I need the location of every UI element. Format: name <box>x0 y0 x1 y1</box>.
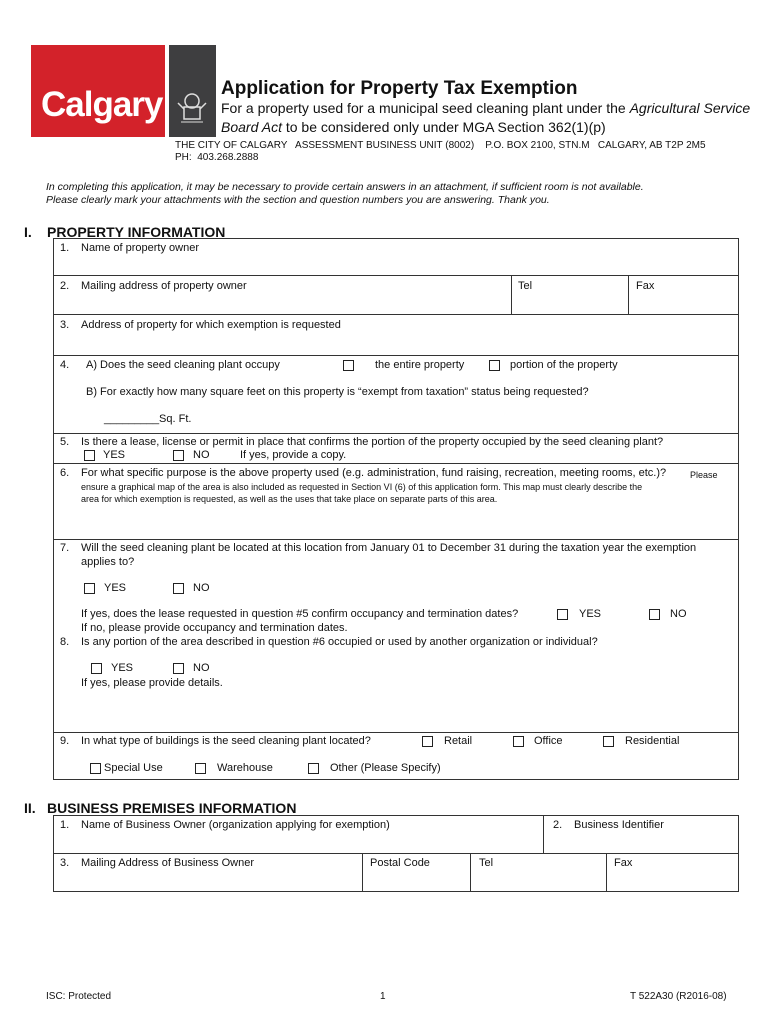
divider <box>606 854 607 891</box>
city-crest-panel <box>169 45 216 137</box>
checkbox-q5-no[interactable] <box>173 450 184 461</box>
q5-note: If yes, provide a copy. <box>240 449 347 461</box>
q8-no-label: NO <box>193 662 210 674</box>
checkbox-entire-property[interactable] <box>343 360 354 371</box>
q1-label: Name of property owner <box>81 242 199 254</box>
checkbox-q7-no[interactable] <box>173 583 184 594</box>
divider <box>543 816 544 853</box>
q1-number: 1. <box>60 242 70 254</box>
q2-number: 2. <box>60 280 70 292</box>
q3-number: 3. <box>60 319 70 331</box>
business-owner-name-label: Name of Business Owner (organization applying for exemption) <box>81 819 390 831</box>
section-1-title: PROPERTY INFORMATION <box>47 224 226 240</box>
business-mailing-address-label: Mailing Address of Business Owner <box>81 857 255 869</box>
section-2-numeral: II. <box>24 800 36 816</box>
divider <box>53 433 738 434</box>
option-office: Office <box>534 735 563 747</box>
checkbox-other[interactable] <box>308 763 319 774</box>
q9-number: 9. <box>60 735 70 747</box>
form-id: T 522A30 (R2016-08) <box>630 991 727 1002</box>
q6-label: For what specific purpose is the above property used (e.g. administration, fund raising, recreation, meeting rooms, etc.)? <box>81 467 667 479</box>
office-phone: PH: 403.268.2888 <box>175 152 259 163</box>
checkbox-q8-no[interactable] <box>173 663 184 674</box>
section-2-title: BUSINESS PREMISES INFORMATION <box>47 800 297 816</box>
checkbox-residential[interactable] <box>603 736 614 747</box>
q6-note-start: Please <box>690 470 718 480</box>
instructions-line-1: In completing this application, it may be necessary to provide certain answers in an attachment, if sufficient room is not available. <box>46 181 644 193</box>
divider <box>470 854 471 891</box>
q4b-label: B) For exactly how many square feet on this property is “exempt from taxation” status being requested? <box>86 386 589 398</box>
q7-no-label: NO <box>193 582 210 594</box>
q6-note-line-3: area for which exemption is requested, as well as the uses that take place on separate parts of this area. <box>81 494 498 504</box>
option-entire-property: the entire property <box>375 359 465 371</box>
divider <box>53 275 738 276</box>
q7-follow-up-no: If no, please provide occupancy and termination dates. <box>81 622 348 634</box>
checkbox-special-use[interactable] <box>90 763 101 774</box>
crest-icon <box>175 89 209 125</box>
checkbox-q7-follow-no[interactable] <box>649 609 660 620</box>
option-other: Other (Please Specify) <box>330 762 441 774</box>
divider <box>53 314 738 315</box>
divider <box>628 276 629 314</box>
s2-q1-number: 1. <box>60 819 70 831</box>
logo-text: Calgary <box>41 85 163 124</box>
q3-label: Address of property for which exemption is requested <box>81 319 341 331</box>
business-identifier-label: Business Identifier <box>574 819 664 831</box>
q5-number: 5. <box>60 436 70 448</box>
q7-follow-no-label: NO <box>670 608 687 620</box>
page-number: 1 <box>380 991 386 1002</box>
option-retail: Retail <box>444 735 473 747</box>
office-address: THE CITY OF CALGARY ASSESSMENT BUSINESS UNIT (8002) P.O. BOX 2100, STN.M CALGARY, AB T2P 2M5 <box>175 140 706 151</box>
q6-note-line-2: ensure a graphical map of the area is also included as requested in Section VI (6) of this application form. This map must clearly describe the <box>81 482 643 492</box>
checkbox-office[interactable] <box>513 736 524 747</box>
divider <box>53 539 738 540</box>
q5-yes-label: YES <box>103 449 126 461</box>
checkbox-q5-yes[interactable] <box>84 450 95 461</box>
form-subtitle <box>221 99 751 137</box>
subtitle-act-name: Agricultural Service Board Act <box>221 100 751 135</box>
checkbox-q7-yes[interactable] <box>84 583 95 594</box>
owner-fax-label: Fax <box>636 280 655 292</box>
security-classification: ISC: Protected <box>46 991 112 1002</box>
instructions-line-2: Please clearly mark your attachments with the section and question numbers you are answering. Thank you. <box>46 194 550 206</box>
divider <box>53 853 738 854</box>
s2-q3-number: 3. <box>60 857 70 869</box>
q7-label-line-1: Will the seed cleaning plant be located at this location from January 01 to December 31 during the taxation year the exemption <box>81 542 697 554</box>
business-tel-label: Tel <box>479 857 494 869</box>
q8-follow-up: If yes, please provide details. <box>81 677 223 689</box>
section-1-numeral: I. <box>24 224 32 240</box>
checkbox-q7-follow-yes[interactable] <box>557 609 568 620</box>
q7-label-line-2: applies to? <box>81 556 135 568</box>
checkbox-portion-property[interactable] <box>489 360 500 371</box>
checkbox-warehouse[interactable] <box>195 763 206 774</box>
subtitle-part-1: For a property used for a municipal seed cleaning plant under the <box>221 100 626 116</box>
divider <box>511 276 512 314</box>
option-warehouse: Warehouse <box>217 762 273 774</box>
postal-code-label: Postal Code <box>370 857 430 869</box>
q6-number: 6. <box>60 467 70 479</box>
q5-label: Is there a lease, license or permit in place that confirms the portion of the property occupied by the seed cleaning plant? <box>81 436 664 448</box>
sqft-field[interactable]: _________Sq. Ft. <box>104 413 192 425</box>
checkbox-q8-yes[interactable] <box>91 663 102 674</box>
q4-number: 4. <box>60 359 70 371</box>
q9-label: In what type of buildings is the seed cleaning plant located? <box>81 735 371 747</box>
divider <box>53 732 738 733</box>
checkbox-retail[interactable] <box>422 736 433 747</box>
divider <box>362 854 363 891</box>
q8-yes-label: YES <box>111 662 134 674</box>
q4a-label: A) Does the seed cleaning plant occupy <box>86 359 280 371</box>
q5-no-label: NO <box>193 449 210 461</box>
subtitle-part-3: to be considered only under MGA Section 362(1)(p) <box>285 119 606 135</box>
divider <box>53 355 738 356</box>
q2-label: Mailing address of property owner <box>81 280 247 292</box>
form-title: Application for Property Tax Exemption <box>221 78 578 99</box>
option-residential: Residential <box>625 735 680 747</box>
business-fax-label: Fax <box>614 857 633 869</box>
q8-number: 8. <box>60 636 70 648</box>
q7-number: 7. <box>60 542 70 554</box>
divider <box>53 463 738 464</box>
option-special-use: Special Use <box>104 762 163 774</box>
q7-yes-label: YES <box>104 582 127 594</box>
q7-follow-yes-label: YES <box>579 608 602 620</box>
calgary-logo <box>31 45 165 137</box>
s2-q2-number: 2. <box>553 819 563 831</box>
option-portion-property: portion of the property <box>510 359 618 371</box>
owner-tel-label: Tel <box>518 280 533 292</box>
q8-label: Is any portion of the area described in question #6 occupied or used by another organization or individual? <box>81 636 598 648</box>
q7-follow-up: If yes, does the lease requested in question #5 confirm occupancy and termination dates? <box>81 608 519 620</box>
